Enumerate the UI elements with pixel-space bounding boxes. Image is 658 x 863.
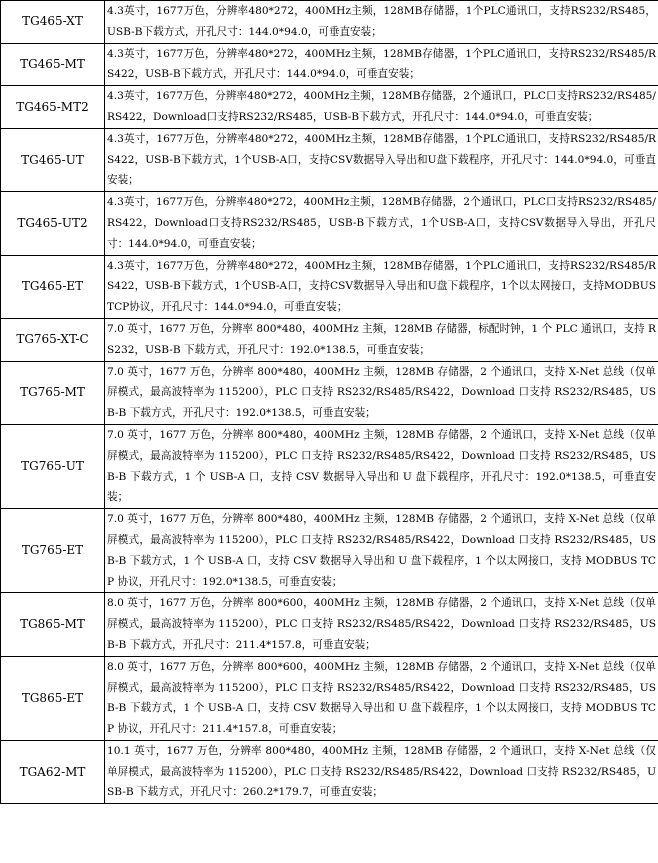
table-row [1,1,658,44]
table-row [1,86,658,129]
table-row [1,43,658,86]
model-cell: TG465-UT2 [1,192,105,255]
model-cell: TG465-MT [1,43,105,86]
description-cell: 8.0 英寸，1677 万色，分辨率 800*600，400MHz 主频，128MB 存储器，2 个通讯口，支持 X-Net 总线（仅单屏模式，最高波特率为 115200），PLC 口支持 RS232/RS485/RS422，Download 口支持 RS232/RS485，USB-B 下载方式，1 个 USB-A 口，支持 CSV 数据导入导出和 U 盘下载程序，1 个以太网接口，支持 MODBUS TCP 协议，开孔尺寸：211.4*157.8，可垂直安装； [105,656,658,740]
model-cell: TG465-UT [1,128,105,191]
model-cell: TG765-ET [1,509,105,593]
description-cell: 7.0 英寸，1677 万色，分辨率 800*480，400MHz 主频，128MB 存储器，标配时钟，1 个 PLC 通讯口，支持 RS232，USB-B 下载方式，开孔尺寸：192.0*138.5，可垂直安装； [105,318,658,361]
model-cell: TG465-ET [1,255,105,318]
description-cell: 7.0 英寸，1677 万色，分辨率 800*480，400MHz 主频，128MB 存储器，2 个通讯口，支持 X-Net 总线（仅单屏模式，最高波特率为 115200），PLC 口支持 RS232/RS485/RS422，Download 口支持 RS232/RS485，USB-B 下载方式，1 个 USB-A 口，支持 CSV 数据导入导出和 U 盘下载程序，开孔尺寸：192.0*138.5，可垂直安装； [105,424,658,508]
table-row [1,509,658,593]
description-cell: 4.3英寸，1677万色，分辨率480*272，400MHz主频，128MB存储器，2个通讯口，PLC口支持RS232/RS485/RS422，Download口支持RS232/RS485，USB-B下载方式，1个USB-A口，支持CSV数据导入导出，开孔尺寸：144.0*94.0，可垂直安装； [105,192,658,255]
description-cell: 10.1 英寸，1677 万色，分辨率 800*480，400MHz 主频，128MB 存储器，2 个通讯口，支持 X-Net 总线（仅单屏模式，最高波特率为 115200），PLC 口支持 RS232/RS485/RS422，Download 口支持 RS232/RS485，USB-B 下载方式，开孔尺寸：260.2*179.7，可垂直安装； [105,740,658,803]
model-cell: TG765-UT [1,424,105,508]
description-cell: 4.3英寸，1677万色，分辨率480*272，400MHz主频，128MB存储器，1个PLC通讯口，支持RS232/RS485/RS422，USB-B下载方式，1个USB-A口，支持CSV数据导入导出和U盘下载程序，1个以太网接口，支持MODBUS TCP协议，开孔尺寸：144.0*94.0，可垂直安装； [105,255,658,318]
model-cell: TG765-MT [1,361,105,424]
table-row [1,361,658,424]
table-row [1,318,658,361]
model-cell: TG465-XT [1,1,105,44]
model-cell: TG865-ET [1,656,105,740]
model-cell: TG865-MT [1,593,105,656]
table-row [1,740,658,803]
description-cell: 4.3英寸，1677万色，分辨率480*272，400MHz主频，128MB存储器，2个通讯口，PLC口支持RS232/RS485/RS422，Download口支持RS232/RS485，USB-B下载方式，开孔尺寸：144.0*94.0，可垂直安装； [105,86,658,129]
table-row [1,593,658,656]
description-cell: 4.3英寸，1677万色，分辨率480*272，400MHz主频，128MB存储器，1个PLC通讯口，支持RS232/RS485/RS422，USB-B下载方式，开孔尺寸：144.0*94.0，可垂直安装； [105,43,658,86]
model-cell: TG765-XT-C [1,318,105,361]
description-cell: 7.0 英寸，1677 万色，分辨率 800*480，400MHz 主频，128MB 存储器，2 个通讯口，支持 X-Net 总线（仅单屏模式，最高波特率为 115200），PLC 口支持 RS232/RS485/RS422，Download 口支持 RS232/RS485，USB-B 下载方式，1 个 USB-A 口，支持 CSV 数据导入导出和 U 盘下载程序，1 个以太网接口，支持 MODBUS TCP 协议，开孔尺寸：192.0*138.5，可垂直安装； [105,509,658,593]
table-row [1,128,658,191]
model-cell: TG465-MT2 [1,86,105,129]
product-spec-table-body [1,1,658,804]
model-cell: TGA62-MT [1,740,105,803]
table-row [1,424,658,508]
description-cell: 7.0 英寸，1677 万色，分辨率 800*480，400MHz 主频，128MB 存储器，2 个通讯口，支持 X-Net 总线（仅单屏模式，最高波特率为 115200），PLC 口支持 RS232/RS485/RS422，Download 口支持 RS232/RS485，USB-B 下载方式，开孔尺寸：192.0*138.5，可垂直安装； [105,361,658,424]
table-row [1,255,658,318]
description-cell: 4.3英寸，1677万色，分辨率480*272，400MHz主频，128MB存储器，1个PLC通讯口，支持RS232/RS485/RS422，USB-B下载方式，1个USB-A口，支持CSV数据导入导出和U盘下载程序，开孔尺寸：144.0*94.0，可垂直安装； [105,128,658,191]
description-cell: 8.0 英寸，1677 万色，分辨率 800*600，400MHz 主频，128MB 存储器，2 个通讯口，支持 X-Net 总线（仅单屏模式，最高波特率为 115200），PLC 口支持 RS232/RS485/RS422，Download 口支持 RS232/RS485，USB-B 下载方式，开孔尺寸：211.4*157.8，可垂直安装； [105,593,658,656]
description-cell: 4.3英寸，1677万色，分辨率480*272，400MHz主频，128MB存储器，1个PLC通讯口，支持RS232/RS485，USB-B下载方式，开孔尺寸：144.0*94.0，可垂直安装； [105,1,658,44]
table-row [1,656,658,740]
table-row [1,192,658,255]
